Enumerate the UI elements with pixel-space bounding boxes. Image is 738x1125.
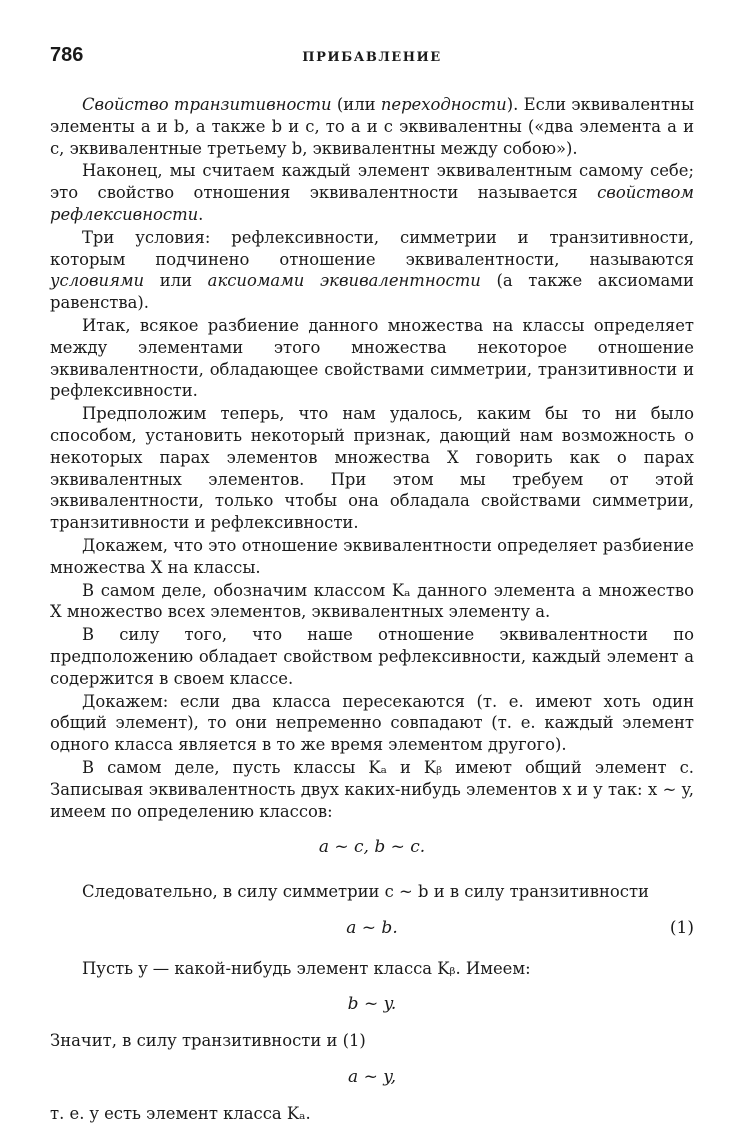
page-header [50, 44, 694, 74]
running-title: ПРИБАВЛЕНИЕ [302, 50, 442, 65]
formula-b-y: b ~ y. [347, 994, 397, 1015]
paragraph-intersecting-classes: Докажем: если два класса пересекаются (т. е. имеют хоть один общий элемент), то они непременно совпадают (т. е. каждый элемент одного класса является в то же время элементом другого). [50, 691, 694, 755]
paragraph-transitivity: Свойство транзитивности (или переходности). Если эквивалентны элементы a и b, а также b и c, то a и c эквивалентны («два элемента a и c, эквивалентные третьему b, эквивалентны между собою»). [50, 95, 695, 158]
equation-number: (1) [669, 917, 694, 938]
paragraph-therefore: Значит, в силу транзитивности и (1) [50, 1031, 366, 1051]
paragraph-partition: Итак, всякое разбиение данного множества на классы определяет между элементами этого множества некоторое отношение эквивалентности, обладающее свойствами симметрии, транзитивности и рефлексивности. [50, 315, 694, 401]
paragraph-consequently: Следовательно, в силу симметрии c ~ b и в силу транзитивности [82, 882, 649, 902]
paragraph-reflexivity: Наконец, мы считаем каждый элемент эквивалентным самому себе; это свойство отношения эквивалентности называется свойством рефлексивности. [50, 161, 694, 224]
page-number: 786 [50, 44, 84, 66]
term-reflexivity: свойством рефлексивности [50, 183, 694, 224]
paragraph-common-element: В самом деле, пусть классы Kₐ и Kᵦ имеют общий элемент c. Записывая эквивалентность двух каких-нибудь элементов x и y так: x ~ y, имеем по определению классов: [50, 757, 694, 821]
term-transitivity-alt: переходности [380, 95, 507, 114]
paragraph-conclusion: т. е. y есть элемент класса Kₐ. [50, 1103, 311, 1123]
paragraph-element-in-class: В силу того, что наше отношение эквивалентности по предположению обладает свойством рефлексивности, каждый элемент a содержится в своем классе. [50, 625, 694, 688]
paragraph-three-conditions: Три условия: рефлексивности, симметрии и транзитивности, которым подчинено отношение эквивалентности, называются условиями или аксиомами эквивалентности (а также аксиомами равенства). [50, 227, 694, 313]
paragraph-let-y: Пусть y — какой-нибудь элемент класса Kᵦ. Имеем: [82, 958, 531, 978]
paragraph-define-class: В самом деле, обозначим классом Kₐ данного элемента a множество X множество всех элементов, эквивалентных элементу a. [50, 580, 694, 622]
paragraph-prove: Докажем, что это отношение эквивалентности определяет разбиение множества X на классы. [50, 535, 694, 577]
term-transitivity: Свойство транзитивности [82, 95, 332, 114]
formula-a-y: a ~ y, [348, 1067, 396, 1088]
term-axioms: аксиомами эквивалентности [207, 271, 481, 291]
formula-a-b [50, 918, 694, 940]
term-conditions: условиями [50, 271, 145, 291]
page-body [50, 94, 694, 1125]
formula-a-b-text: a ~ b. [346, 917, 398, 938]
paragraph-suppose: Предположим теперь, что нам удалось, каким бы то ни было способом, установить некоторый признак, дающий нам возможность о некоторых парах элементов множества X говорить как о парах эквивалентных элементов. При этом мы требуем от этой эквивалентности, только чтобы она обладала свойствами симметрии, транзитивности и рефлексивности. [50, 404, 694, 533]
formula-a-c-b-c: a ~ c, b ~ c. [318, 837, 426, 858]
